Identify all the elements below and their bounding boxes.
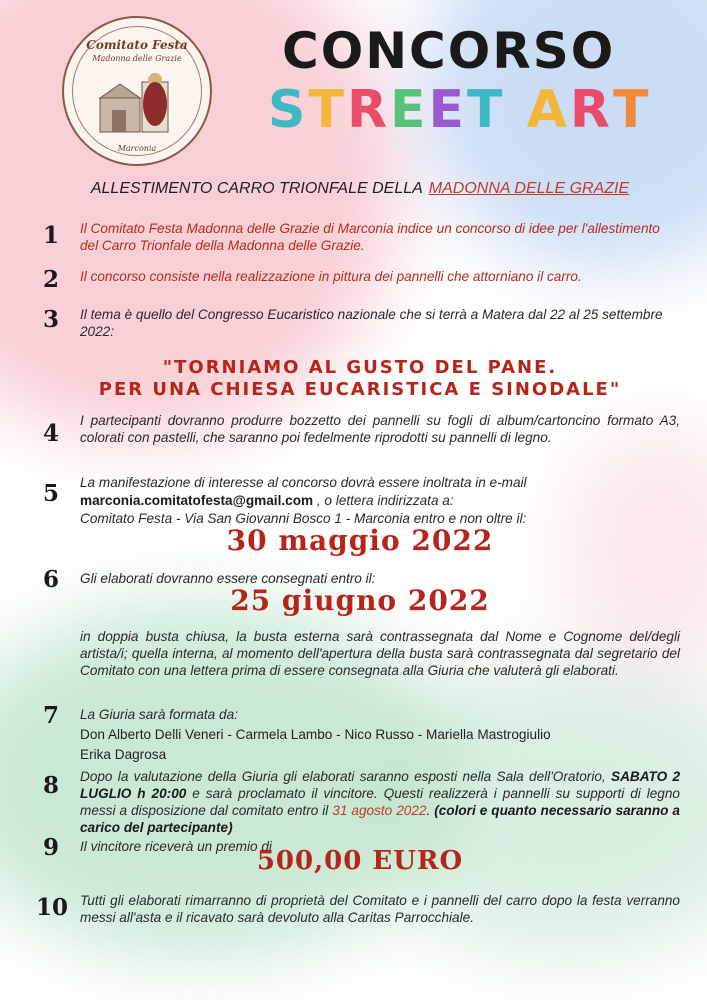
title-street-art (268, 80, 651, 140)
item-number-10: 10 (36, 894, 69, 921)
jury-members-2: Erika Dagrosa (80, 747, 167, 762)
panels-deadline: 31 agosto 2022 (332, 803, 427, 818)
deadline-delivery: 25 giugno 2022 (230, 584, 490, 617)
item-number-7: 7 (42, 702, 59, 729)
item-number-2: 2 (42, 266, 59, 293)
title-letter: S (268, 80, 309, 140)
item-text-1: Il Comitato Festa Madonna delle Grazie di Marconia indice un concorso di idee per l'allestimento del Carro Trionfale della Madonna delle Grazie. (80, 221, 660, 253)
logo-title: Comitato Festa (86, 38, 188, 52)
title-letter: T (612, 80, 652, 140)
item-number-5: 5 (42, 480, 59, 507)
item-number-4: 4 (42, 420, 59, 447)
subtitle (30, 180, 690, 198)
item-text-8c: . (426, 803, 435, 818)
costs-note: (colori e quanto necessario saranno a carico del partecipante) (80, 803, 680, 835)
item-text-4: I partecipanti dovranno produrre bozzetto dei pannelli su fogli di album/cartoncino formato A3, colorati con pastelli, che saranno poi fedelmente riprodotti su pannelli di legno. (80, 413, 680, 445)
award-date: SABATO 2 LUGLIO h 20:00 (80, 769, 681, 801)
item-text-8a: Dopo la valutazione della Giuria gli elaborati saranno esposti nella Sala dell'Oratorio, (80, 769, 606, 784)
contact-email[interactable]: marconia.comitatofesta@gmail.com (80, 493, 314, 508)
item-text-5b (80, 492, 680, 509)
item-number-8: 8 (42, 772, 59, 799)
theme-motto-line1: "TORNIAMO AL GUSTO DEL PANE. (162, 357, 558, 378)
item-text-5b-tail: , o lettera indirizzata a: (313, 493, 454, 508)
subtitle-prefix: ALLESTIMENTO CARRO TRIONFALE DELLA (90, 180, 423, 197)
title-letter: A (526, 80, 570, 140)
logo-subtitle: Madonna delle Grazie (92, 54, 182, 63)
item-text-8 (80, 768, 680, 836)
item-text-3: Il tema è quello del Congresso Eucaristico nazionale che si terrà a Matera dal 22 al 25 settembre 2022: (80, 307, 663, 339)
title-concorso: CONCORSO (282, 22, 616, 80)
item-text-6b: in doppia busta chiusa, la busta esterna sarà contrassegnata dal Nome e Cognome del/degli artista/i; quella interna, al momento dell'apertura della busta sarà contrassegnata dal segretario del Comitato con una lettera prima di essere consegnata alla Giuria che valuterà gli elaborati. (80, 629, 680, 678)
item-text-5c: Comitato Festa - Via San Giovanni Bosco 1 - Marconia entro e non oltre il: (80, 511, 527, 526)
logo-town: Marconia (117, 144, 157, 153)
item-number-9: 9 (42, 834, 59, 861)
subtitle-highlight: MADONNA DELLE GRAZIE (428, 180, 630, 197)
comitato-logo (62, 16, 212, 166)
item-text-8b: e sarà proclamato il vincitore. Questi realizzerà i pannelli su supporti di legno messi a disposizione dal comitato entro il (80, 786, 680, 818)
title-letter: T (308, 80, 347, 140)
item-text-2: Il concorso consiste nella realizzazione in pittura dei pannelli che attorniano il carro. (80, 269, 582, 284)
deadline-interest: 30 maggio 2022 (226, 524, 494, 557)
item-text-10: Tutti gli elaborati rimarranno di proprietà del Comitato e i pannelli del carro dopo la festa verranno messi all'asta e il ricavato sarà devoluto alla Caritas Parrocchiale. (80, 893, 680, 925)
title-letter: T (467, 80, 506, 140)
title-letter: E (389, 80, 429, 140)
item-number-1: 1 (42, 222, 59, 249)
item-text-9: Il vincitore riceverà un premio di (80, 839, 272, 854)
jury-members: Don Alberto Delli Veneri - Carmela Lambo - Nico Russo - Mariella Mastrogiulio (80, 727, 551, 742)
church-madonna-icon (92, 68, 182, 138)
title-letter: R (569, 80, 613, 140)
item-text-7a: La Giuria sarà formata da: (80, 707, 238, 722)
theme-motto-line2: PER UNA CHIESA EUCARISTICA E SINODALE" (98, 379, 622, 400)
title-letter (506, 80, 527, 140)
title-letter: E (428, 80, 468, 140)
item-text-5a: La manifestazione di interesse al concorso dovrà essere inoltrata in e-mail (80, 475, 527, 490)
prize-amount: 500,00 EURO (256, 846, 464, 876)
title-letter: R (346, 80, 390, 140)
item-text-6a: Gli elaborati dovranno essere consegnati entro il: (80, 571, 376, 586)
item-number-3: 3 (42, 306, 59, 333)
item-number-6: 6 (42, 566, 59, 593)
